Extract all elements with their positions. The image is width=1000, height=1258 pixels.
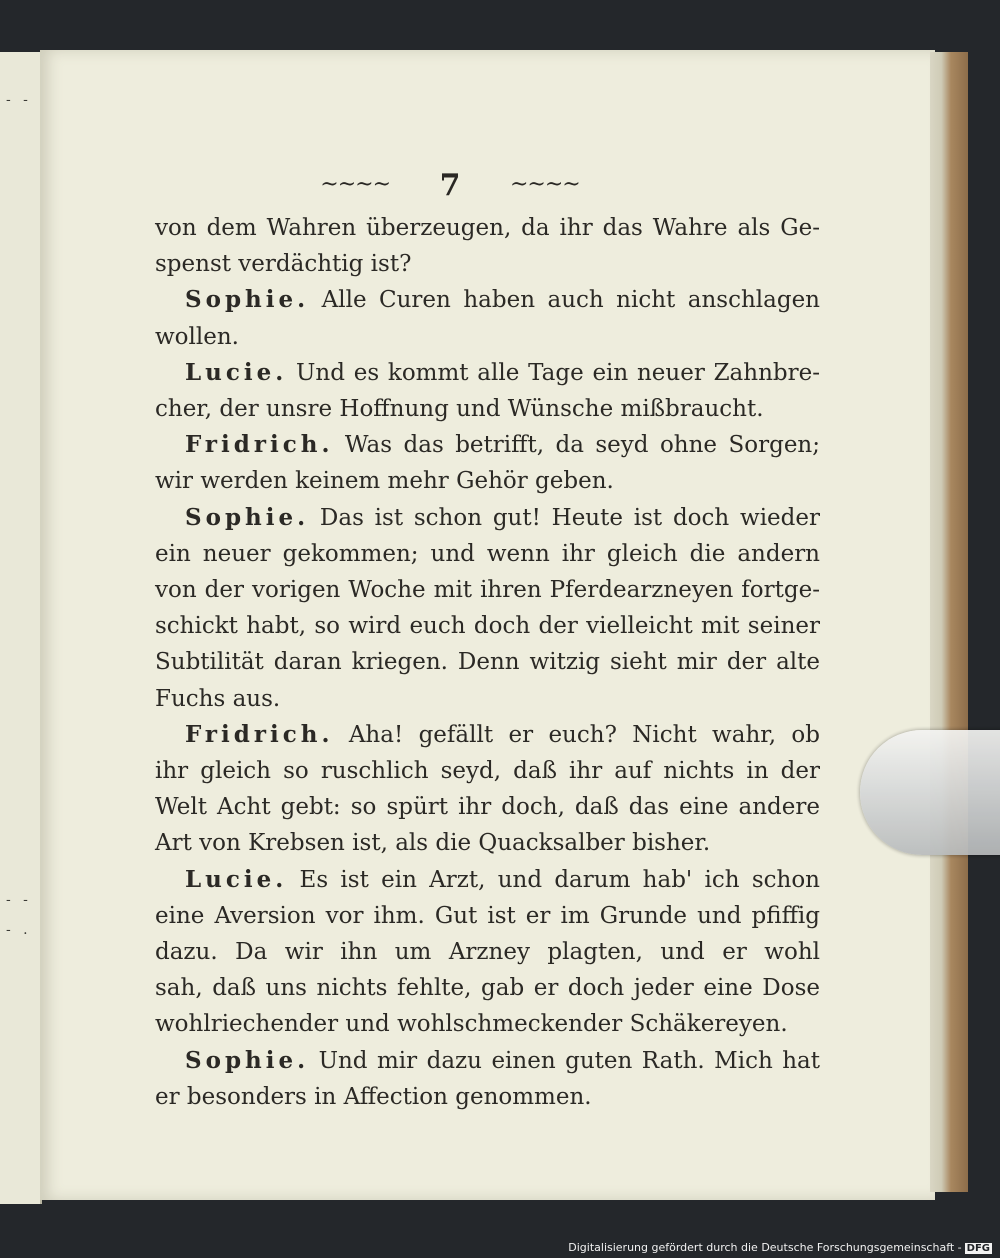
text-line	[155, 644, 820, 680]
text-line	[155, 246, 820, 282]
line-text: spenst verdächtig ist?	[155, 251, 412, 278]
line-text: Art von Krebsen ist, als die Quacksalber bisher.	[155, 830, 711, 857]
line-text: wir werden keinem mehr Gehör geben.	[155, 468, 614, 495]
page-clip	[860, 730, 1000, 855]
text-line	[155, 825, 820, 861]
line-text: Aha! gefällt er euch? Nicht wahr, ob	[333, 721, 820, 748]
line-text: Was das betrifft, da seyd ohne Sorgen;	[333, 432, 820, 459]
line-text: eine Aversion vor ihm. Gut ist er im Grunde und pfiffig	[155, 902, 820, 929]
text-line	[155, 753, 820, 789]
text-line	[155, 898, 820, 934]
speaker-name: Lucie.	[185, 358, 288, 386]
line-text: von der vorigen Woche mit ihren Pferdearzneyen fortge-	[155, 577, 820, 604]
line-text: er besonders in Affection genommen.	[155, 1083, 592, 1110]
page-number: 7	[439, 168, 461, 203]
line-text: Fuchs aus.	[155, 685, 281, 712]
page-text	[155, 210, 820, 1115]
line-text: Subtilität daran kriegen. Denn witzig sieht mir der alte	[155, 649, 820, 676]
text-line	[155, 970, 820, 1006]
footer-credit	[568, 1241, 992, 1254]
header-ornament-left: ~~~~	[320, 172, 391, 197]
text-line	[155, 608, 820, 644]
speaker-name: Fridrich.	[185, 720, 334, 748]
speaker-name: Sophie.	[185, 286, 310, 314]
text-line	[155, 463, 820, 499]
left-page-edge	[0, 52, 42, 1204]
speaker-name: Sophie.	[185, 503, 310, 531]
line-text: ein neuer gekommen; und wenn ihr gleich die andern	[155, 540, 820, 567]
text-line	[155, 536, 820, 572]
text-line	[155, 1043, 820, 1079]
speaker-name: Lucie.	[185, 865, 288, 893]
text-line	[155, 319, 820, 355]
line-text: von dem Wahren überzeugen, da ihr das Wahre als Ge-	[155, 215, 820, 241]
text-line	[155, 391, 820, 427]
text-line	[155, 717, 820, 753]
text-line	[155, 681, 820, 717]
line-text: cher, der unsre Hoffnung und Wünsche mißbraucht.	[155, 396, 764, 423]
page-header	[0, 168, 900, 203]
line-text: wohlriechender und wohlschmeckender Schäkereyen.	[155, 1011, 788, 1038]
text-line	[155, 572, 820, 608]
line-text: ihr gleich so ruschlich seyd, daß ihr auf nichts in der	[155, 758, 820, 785]
text-line	[155, 210, 820, 246]
page-stack-edge	[930, 52, 968, 1192]
gutter-mark: - -	[6, 892, 32, 908]
text-line	[155, 355, 820, 391]
line-text: Das ist schon gut! Heute ist doch wieder	[309, 504, 820, 531]
speaker-name: Fridrich.	[185, 431, 334, 459]
line-text: sah, daß uns nichts fehlte, gab er doch jeder eine Dose	[155, 975, 820, 1002]
text-line	[155, 789, 820, 825]
gutter-mark: - -	[6, 92, 32, 108]
line-text: schickt habt, so wird euch doch der vielleicht mit seiner	[155, 613, 820, 640]
footer-credit-text: Digitalisierung gefördert durch die Deutsche Forschungsgemeinschaft -	[568, 1241, 962, 1254]
text-line	[155, 862, 820, 898]
gutter-mark: - .	[6, 922, 32, 938]
line-text: Welt Acht gebt: so spürt ihr doch, daß das eine andere	[155, 794, 820, 821]
line-text: Und es kommt alle Tage ein neuer Zahnbre-	[287, 359, 820, 386]
text-line	[155, 500, 820, 536]
text-line	[155, 1079, 820, 1115]
text-line	[155, 1006, 820, 1042]
speaker-name: Sophie.	[185, 1046, 310, 1074]
line-text: Alle Curen haben auch nicht anschlagen	[309, 287, 820, 314]
dfg-logo: DFG	[966, 1243, 990, 1254]
line-text: wollen.	[155, 323, 239, 350]
line-text: Es ist ein Arzt, und darum hab' ich schon	[287, 866, 820, 893]
text-line	[155, 282, 820, 318]
line-text: dazu. Da wir ihn um Arzney plagten, und er wohl	[155, 939, 820, 966]
header-ornament-right: ~~~~	[509, 172, 580, 197]
line-text: Und mir dazu einen guten Rath. Mich hat	[309, 1047, 820, 1074]
text-line	[155, 427, 820, 463]
text-line	[155, 934, 820, 970]
